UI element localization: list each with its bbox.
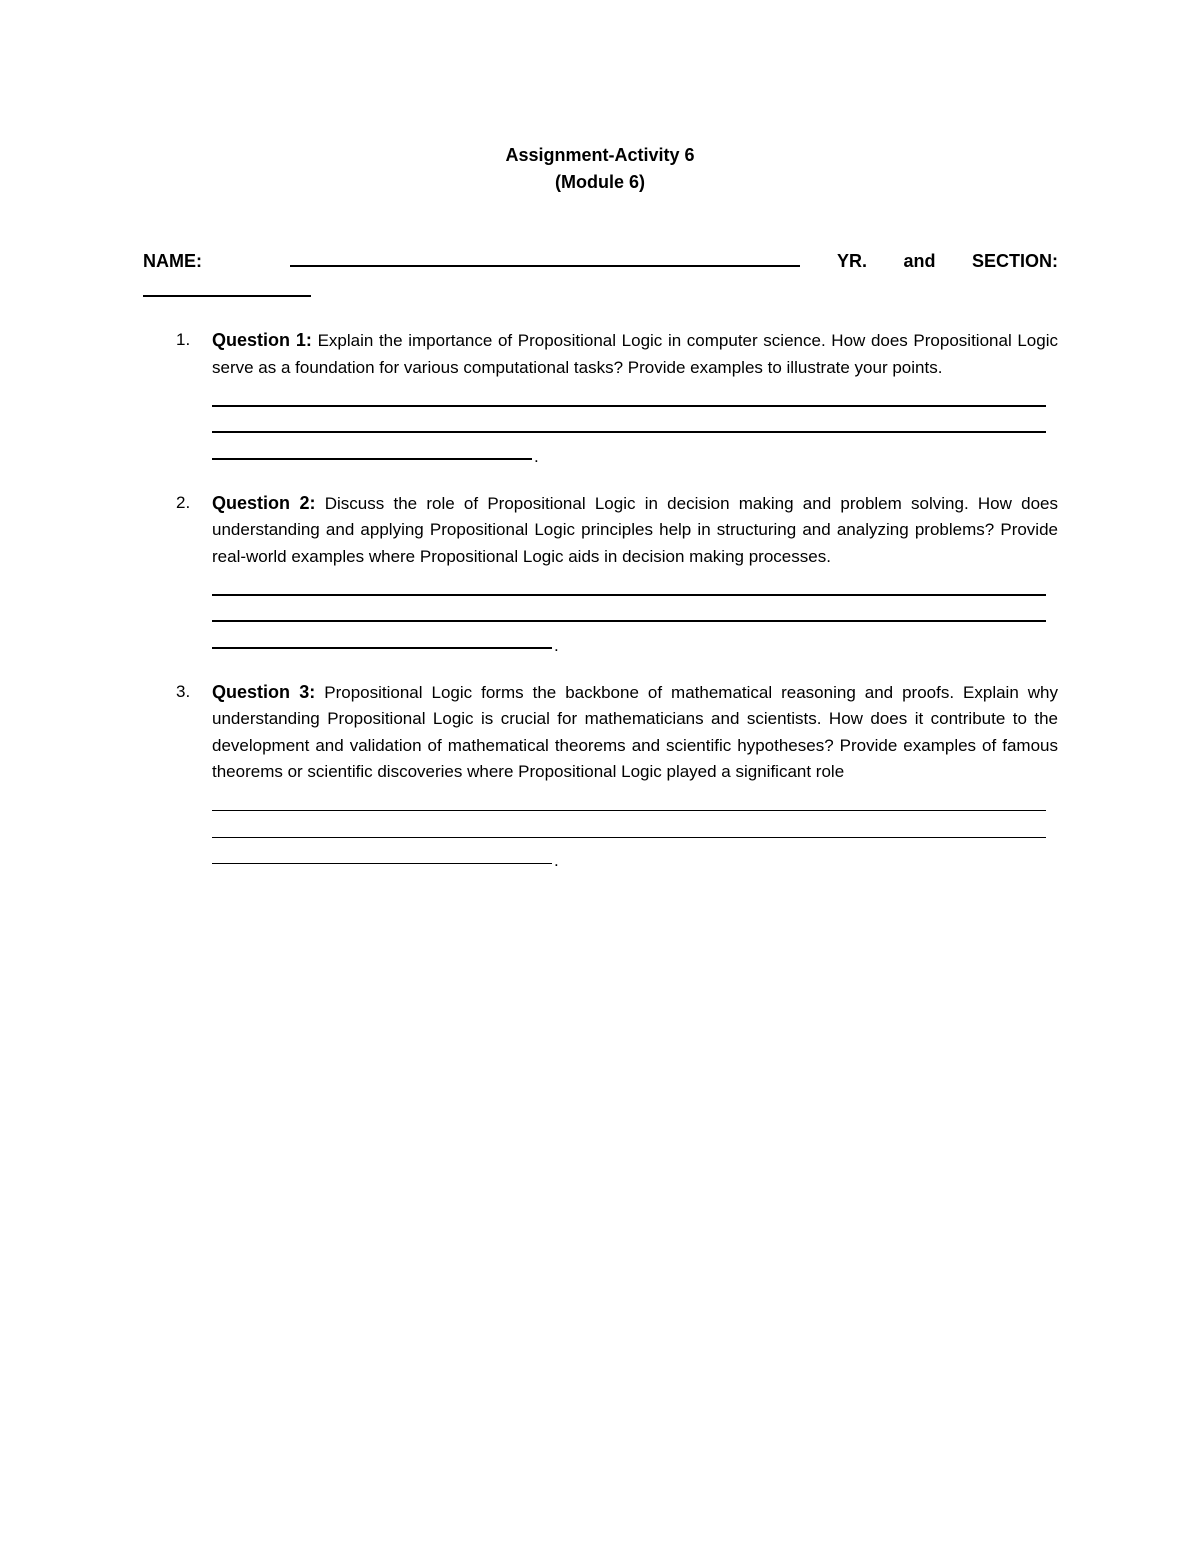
- answer-line: [212, 845, 1058, 872]
- question-heading: Question 2:: [212, 492, 316, 513]
- question-heading: Question 1:: [212, 330, 312, 350]
- question-heading: Question 3:: [212, 681, 316, 702]
- answer-line: [212, 576, 1058, 603]
- section-label: SECTION:: [971, 251, 1058, 271]
- answer-area: [212, 576, 1058, 656]
- answer-area: [212, 792, 1058, 872]
- name-label: NAME:: [143, 251, 202, 271]
- document-title: [0, 142, 1200, 196]
- name-blank: [290, 251, 800, 267]
- answer-end-mark: .: [534, 446, 539, 466]
- answer-area: [212, 387, 1058, 467]
- question-number: 2.: [176, 492, 191, 512]
- question-body: Discuss the role of Propositional Logic in decision making and problem solving. How does understanding and applying Propositional Logic principles help in structuring and analyzing problems? Provide real-world examples where Propositional Logic aids in decision making processes.: [212, 493, 1058, 566]
- question-item-3: [176, 679, 1058, 872]
- question-body: Propositional Logic forms the backbone of mathematical reasoning and proofs. Explain why understanding Propositional Logic is crucial for mathematicians and scientists. How does it contribute to the development and validation of mathematical theorems and scientific hypotheses? Provide examples of famous theorems or scientific discoveries where Propositional Logic played a significant role: [212, 682, 1058, 781]
- title-main: Assignment-Activity 6: [505, 145, 695, 165]
- question-item-2: [176, 490, 1058, 656]
- answer-line: [212, 387, 1058, 414]
- and-label: and: [903, 251, 936, 271]
- answer-line: [212, 414, 1058, 441]
- title-module: (Module 6): [555, 172, 645, 192]
- answer-line: [212, 792, 1058, 819]
- question-text: [212, 679, 1058, 786]
- student-info-row: [143, 247, 1058, 305]
- answer-line: [212, 440, 1058, 467]
- answer-end-mark: .: [554, 635, 559, 655]
- question-body: Explain the importance of Propositional Logic in computer science. How does Propositional Logic serve as a foundation for various computational tasks? Provide examples to illustrate your points.: [212, 331, 1058, 377]
- answer-line: [212, 818, 1058, 845]
- answer-end-mark: .: [554, 851, 559, 870]
- question-number: 1.: [176, 330, 191, 349]
- question-list: [176, 327, 1058, 894]
- question-number: 3.: [176, 681, 191, 701]
- answer-line: [212, 629, 1058, 656]
- answer-line: [212, 603, 1058, 630]
- section-blank: [143, 277, 311, 297]
- yr-label: YR.: [836, 251, 867, 271]
- question-text: [212, 490, 1058, 571]
- question-text: [212, 327, 1058, 381]
- question-item-1: [176, 327, 1058, 467]
